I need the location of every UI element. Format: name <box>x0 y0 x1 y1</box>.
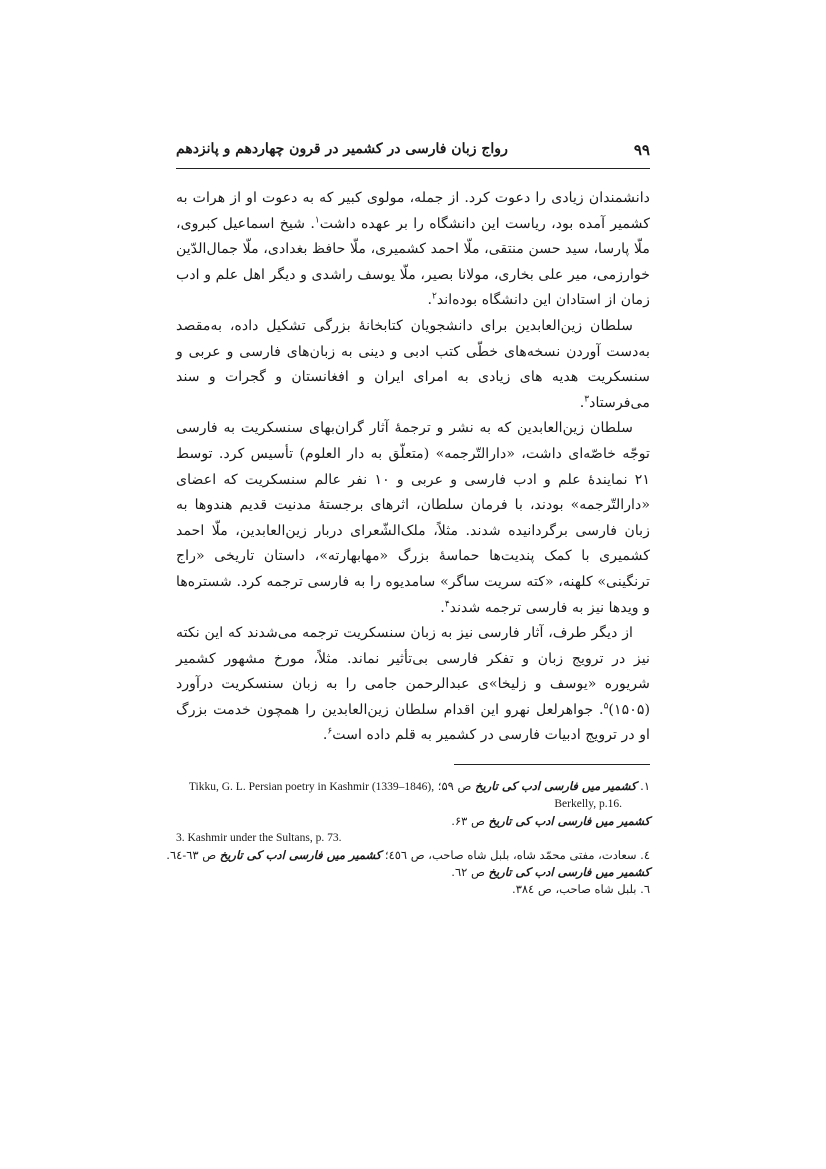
paragraph-1: دانشمندان زیادی را دعوت کرد. از جمله، مولوی کبیر که به دعوت او از هرات به کشمیر آمده بود، ریاست این دانشگاه را بر عهده داشت$^۱$. شیخ اسماعیل کبروی، ملّا پارسا، سید حسن منتقی، ملّا احمد کشمیری، ملّا حافظ بغدادی، ملّا جمال‌الدّین خوارزمی، میر علی بخاری، مولانا بصیر، ملّا یوسف راشدی و دیگر اهل علم و ادب زمان از استادان این دانشگاه بوده‌اند$^۲$. <box>176 190 650 309</box>
paragraph-4: از دیگر طرف، آثار فارسی نیز به زبان سنسکریت ترجمه می‌شدند که این نکته نیز در ترویج زبان و تفکر فارسی بی‌تأثیر نماند. مثلاً، مورخ مشهور کشمیر شریوره «یوسف و زلیخا»ی عبدالرحمن جامی را به زبان سنسکریت درآورد (۱۵۰۵)$^۵$. جواهرلعل نهرو این اقدام سلطان زین‌العابدین را همچون خدمت بزرگ او در ترویج ادبیات فارسی در کشمیر به قلم داده است$^۶$. <box>176 625 650 744</box>
main-text <box>176 186 650 749</box>
page-header <box>176 141 650 165</box>
footnote-ref-6: ۶ <box>327 726 333 737</box>
footnote-1-continuation: Berkelly, p.16. <box>554 798 622 810</box>
running-title: رواج زبان فارسی در کشمیر در قرون چهاردهم و پانزدهم <box>176 141 508 157</box>
footnote-ref-1: ۱ <box>314 214 320 225</box>
footnotes <box>166 778 650 898</box>
footnote-3: 3. Kashmir under the Sultans, p. 73. <box>176 832 342 844</box>
footnote-2: کشمیر میں فارسی ادب کی تاریخ ص ۶۳. <box>451 814 650 828</box>
footnote-5: کشمیر میں فارسی ادب کی تاریخ ص ٦٢. <box>451 865 650 879</box>
paragraph-3: سلطان زین‌العابدین که به نشر و ترجمهٔ آثار گران‌بهای سنسکریت به فارسی توجّه خاصّه‌ای داشت، «دارالتّرجمه» (متعلّق به دار العلوم) تأسیس کرد. توسط ۲۱ نمایندهٔ علم و ادب فارسی و عربی و ۱۰ نفر عالم سنسکریت که اعضای «دارالتّرجمه» بودند، با فرمان سلطان، اثرهای برجستهٔ مدنیت قدیم هندوها به زبان فارسی برگردانیده شدند. مثلاً، ملک‌الشّعرای دربار زین‌العابدین، ملّا احمد کشمیری با کمک پندیت‌ها حماسهٔ بزرگ «مهابهارته»، داستان تاریخی «راج ترنگینی» کلهنه، «کته سریت ساگر» سامدیوه را به فارسی ترجمه کرد. شستره‌ها و ویدها نیز به فارسی ترجمه شدند$^۴$. <box>176 420 650 616</box>
footnote-4: ٤. سعادت، مفتی محمّد شاه، بلبل شاه صاحب، ص ٤٥٦؛ کشمیر میں فارسی ادب کی تاریخ ص ٦٣-٦٤. <box>166 848 650 862</box>
footnote-6: ٦. بلبل شاه صاحب، ص ٣٨٤. <box>512 882 650 896</box>
header-rule <box>176 168 650 169</box>
footnote-ref-2: ۲ <box>431 291 437 302</box>
paragraph-2: سلطان زین‌العابدین برای دانشجویان کتابخانهٔ بزرگی تشکیل داده، به‌مقصد به‌دست آوردن نسخه‌های خطّی کتب ادبی و دینی به زبان‌های فارسی و عربی و سنسکریت هدیه های زیادی به امرای ایران و افغانستان و گجرات و سند می‌فرستاد$^۳$. <box>176 317 650 411</box>
footnote-ref-4: ۴ <box>444 598 450 609</box>
footnote-rule <box>454 764 650 765</box>
footnote-ref-3: ۳ <box>584 394 590 405</box>
footnote-ref-5: ۵ <box>603 701 609 712</box>
page-number: ۹۹ <box>633 141 650 159</box>
footnote-1: ۱. کشمیر میں فارسی ادب کی تاریخ ص ۵۹؛ Tikku, G. L. Persian poetry in Kashmir (1339–1846), <box>188 779 650 793</box>
